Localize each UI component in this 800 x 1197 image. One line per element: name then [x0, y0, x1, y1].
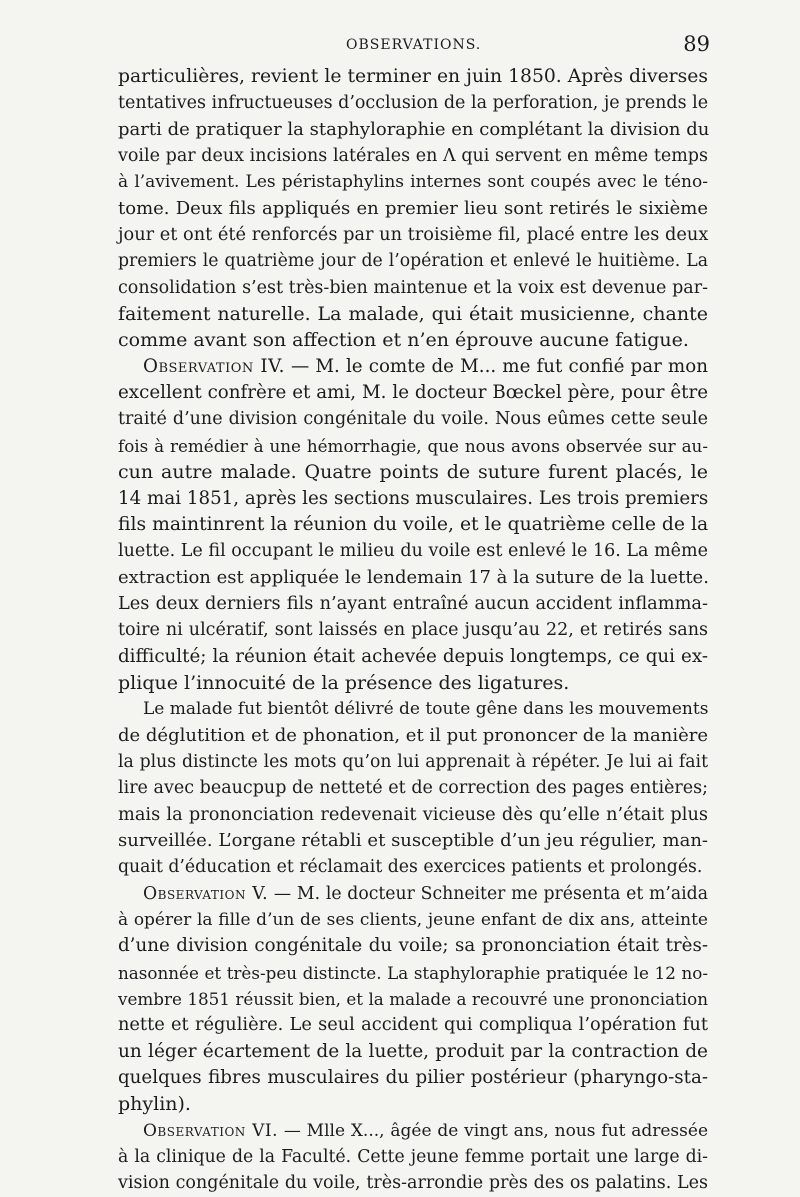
line-text: Le malade fut bientôt délivré de toute gêne dans les mouvements [143, 699, 709, 720]
line-text: jour et ont été renforcés par un troisième fil, placé entre les deux [118, 225, 709, 246]
line-text: mais la prononciation redevenait vicieuse dès qu’elle n’était plus [118, 804, 708, 825]
observation-heading: Observation IV. [143, 355, 285, 377]
line-text: 14 mai 1851, après les sections musculaires. Les trois premiers [118, 487, 709, 509]
text-line [118, 196, 708, 222]
line-text: quait d’éducation et réclamait des exercices patients et prolongés. [118, 857, 703, 878]
running-head: OBSERVATIONS. [346, 37, 482, 53]
line-text: fils maintinrent la réunion du voile, et le quatrième celle de la [118, 513, 709, 535]
text-line [118, 380, 708, 406]
text-line [118, 907, 708, 933]
text-line [118, 1012, 708, 1038]
text-line [118, 986, 708, 1012]
line-text: particulières, revient le terminer en juin 1850. Après diverses [118, 66, 708, 87]
line-text: à opérer la fille d’un de ses clients, jeune enfant de dix ans, atteinte [118, 910, 708, 930]
text-line [118, 433, 708, 459]
body-text [118, 64, 708, 1197]
line-text: traité d’une division congénitale du voile. Nous eûmes cette seule [118, 409, 708, 430]
line-text: excellent confrère et ami, M. le docteur Bœckel père, pour être [118, 382, 708, 404]
line-text: plique l’innocuité de la présence des ligatures. [118, 671, 570, 694]
text-line [118, 828, 708, 854]
text-line [118, 512, 708, 538]
line-text: luette. Le fil occupant le milieu du voile est enlevé le 16. La même [118, 541, 708, 562]
text-line [118, 802, 708, 828]
text-line [118, 881, 708, 907]
text-line [118, 1144, 708, 1170]
line-text: d’une division congénitale du voile; sa prononciation était très- [118, 935, 708, 957]
text-line [118, 64, 708, 90]
text-line [118, 406, 708, 432]
text-line [118, 459, 708, 485]
text-line [118, 1118, 708, 1144]
text-line [118, 275, 708, 301]
text-line [118, 723, 708, 749]
line-text: faitement naturelle. La malade, qui était musicienne, chante [118, 303, 708, 326]
text-line [118, 565, 708, 591]
line-text: — Mlle X..., âgée de vingt ans, nous fut adressée [278, 1120, 709, 1141]
line-text: voile par deux incisions latérales en Λ qui servent en même temps [118, 146, 708, 167]
line-text: — M. le docteur Schneiter me présenta et m’aida [268, 883, 708, 904]
line-text: nette et régulière. Le seul accident qui compliqua l’opération fut [118, 1015, 708, 1036]
text-line [118, 1170, 708, 1196]
line-text: de déglutition et de phonation, et il put prononcer de la manière [118, 724, 708, 746]
line-text: lire avec beaucpup de netteté et de correction des pages entières; [118, 778, 708, 799]
observation-heading: Observation VI. [143, 1120, 279, 1141]
line-text: fois à remédier à une hémorrhagie, que nous avons observée sur au- [118, 435, 708, 456]
text-line [118, 301, 708, 327]
text-line [118, 117, 708, 143]
text-line [118, 749, 708, 775]
text-line [118, 1091, 708, 1117]
text-line [118, 696, 708, 722]
line-text: tentatives infructueuses d’occlusion de la perforation, je prends le [118, 93, 709, 114]
text-line [118, 644, 708, 670]
line-text: vision congénitale du voile, très-arrondie près des os palatins. Les [118, 1173, 708, 1194]
line-text: un léger écartement de la luette, produit par la contraction de [118, 1040, 708, 1062]
line-text: vembre 1851 réussit bien, et la malade a recouvré une prononciation [118, 989, 708, 1010]
line-text: nasonnée et très-peu distincte. La staphyloraphie pratiquée le 12 no- [118, 962, 708, 983]
text-line [118, 143, 708, 169]
text-line [118, 1039, 708, 1065]
observation-heading: Observation V. [143, 883, 269, 904]
line-text: difficulté; la réunion était achevée depuis longtemps, ce qui ex- [118, 645, 708, 667]
text-line [118, 538, 708, 564]
line-text: premiers le quatrième jour de l’opération et enlevé le huitième. La [118, 251, 708, 272]
text-line [118, 327, 708, 353]
text-line [118, 933, 708, 959]
page-header [118, 33, 708, 59]
text-line [118, 960, 708, 986]
text-line [118, 222, 708, 248]
line-text: surveillée. L’organe rétabli et susceptible d’un jeu régulier, man- [118, 829, 708, 851]
text-line [118, 591, 708, 617]
line-text: cun autre malade. Quatre points de suture furent placés, le [118, 461, 708, 484]
line-text: — M. le comte de M... me fut confié par mon [284, 355, 708, 377]
text-line [118, 90, 708, 116]
text-line [118, 617, 708, 643]
line-text: parti de pratiquer la staphyloraphie en complétant la division du [118, 118, 710, 140]
line-text: Les deux derniers fils n’ayant entraîné aucun accident inflamma- [118, 593, 708, 614]
line-text: phylin). [118, 1093, 191, 1116]
text-line [118, 854, 708, 880]
line-text: à la clinique de la Faculté. Cette jeune femme portait une large di- [118, 1147, 708, 1168]
text-line [118, 486, 708, 512]
line-text: tome. Deux fils appliqués en premier lieu sont retirés le sixième [118, 197, 708, 219]
text-line [118, 248, 708, 274]
text-line [118, 1065, 708, 1091]
text-line [118, 775, 708, 801]
text-line [118, 670, 708, 696]
line-text: extraction est appliquée le lendemain 17 à la suture de la luette. [118, 566, 709, 588]
line-text: quelques fibres musculaires du pilier postérieur (pharyngo-sta- [118, 1067, 708, 1089]
text-line [118, 169, 708, 195]
line-text: consolidation s’est très-bien maintenue et la voix est devenue par- [118, 277, 708, 298]
line-text: toire ni ulcératif, sont laissés en place jusqu’au 22, et retirés sans [118, 620, 708, 641]
page-number: 89 [683, 32, 710, 56]
line-text: à l’avivement. Les péristaphylins internes sont coupés avec le téno- [118, 172, 708, 193]
line-text: la plus distincte les mots qu’on lui apprenait à répéter. Je lui ai fait [118, 751, 708, 772]
text-line [118, 354, 708, 380]
line-text: comme avant son affection et n’en éprouve aucune fatigue. [118, 329, 689, 352]
